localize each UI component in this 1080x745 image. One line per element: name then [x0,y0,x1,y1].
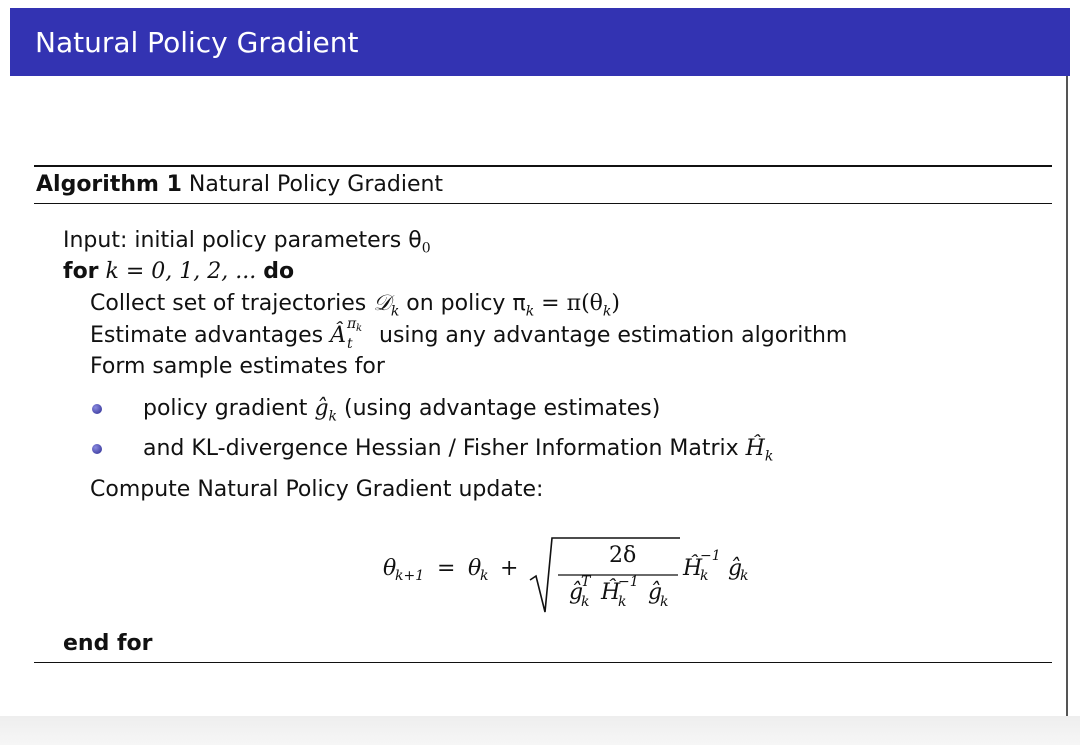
algorithm-bottom-rule [34,662,1052,663]
den-gradient: ĝ [569,580,584,605]
collect-policy-text: on policy π [399,291,526,316]
algorithm-caption [36,172,443,197]
collect-subscript-2: k [525,303,535,320]
page-bottom-shadow [0,716,1080,745]
end-for-line: end for [63,631,153,656]
slide-title: Natural Policy Gradient [35,26,359,59]
advantage-symbol: Â [330,323,347,348]
tail-hessian-subscript: k [700,568,709,584]
bullet-fisher-matrix [143,435,773,470]
den-hessian-inverse: −1 [618,574,639,590]
slide [10,8,1068,716]
for-line [63,258,294,286]
hessian-symbol: Ĥ [745,436,765,461]
tail-hessian-inverse: −1 [700,548,721,564]
theta-next: θ [383,556,397,581]
collect-text: Collect set of trajectories [90,291,374,316]
npg-update-formula [383,526,763,616]
estimate-line [90,316,848,352]
title-bar [10,8,1070,76]
numerator: 2δ [609,543,637,568]
algorithm-number: Algorithm 1 [36,172,182,197]
plus-sign: + [500,556,519,581]
input-subscript: 0 [421,240,431,257]
input-text: Input: initial policy parameters θ [63,228,422,253]
advantage-superscript: π [347,316,357,332]
theta-current: θ [468,556,482,581]
advantage-scripts [346,316,372,352]
den-gradient-transpose: T [581,574,591,590]
for-keyword: for [63,259,99,284]
bullet-policy-gradient [143,395,660,430]
estimate-post-text: using any advantage estimation algorithm [372,323,848,348]
den-hessian: Ĥ [601,580,621,605]
bullet1-post-text: (using advantage estimates) [337,396,661,421]
estimate-text: Estimate advantages [90,323,331,348]
algorithm-mid-rule [34,203,1052,204]
algorithm-top-rule [34,165,1052,167]
bullet2-text: and KL-divergence Hessian / Fisher Information Matrix [143,436,746,461]
bullet-icon [92,404,102,414]
bullet1-text: policy gradient [143,396,315,421]
tail-hessian: Ĥ [683,556,703,581]
den-gradient-2: ĝ [648,580,663,605]
theta-next-subscript: k+1 [395,568,425,584]
bullet-icon [92,444,102,454]
collect-subscript: k [390,303,400,320]
compute-line: Compute Natural Policy Gradient update: [90,477,544,502]
hessian-subscript: k [764,448,774,465]
advantage-superscript-sub: k [356,323,363,334]
advantage-subscript: t [347,336,353,352]
collect-subscript-3: k [602,303,612,320]
for-expression: k = 0, 1, 2, ... [105,259,257,284]
collect-close-paren: ) [611,291,620,316]
gradient-subscript: k [328,408,338,425]
collect-policy-expr: = π(θ [534,291,603,316]
gradient-symbol: ĝ [314,396,329,421]
den-gradient-subscript: k [581,594,590,610]
tail-gradient-subscript: k [740,568,749,584]
den-gradient-2-subscript: k [660,594,669,610]
tail-gradient: ĝ [728,556,743,581]
equals-sign: = [437,556,456,581]
algorithm-title: Natural Policy Gradient [188,172,444,197]
do-keyword: do [263,259,295,284]
theta-current-subscript: k [480,568,489,584]
den-hessian-subscript: k [618,594,627,610]
form-line: Form sample estimates for [90,354,385,379]
trajectory-set-symbol: 𝒟 [373,291,391,316]
